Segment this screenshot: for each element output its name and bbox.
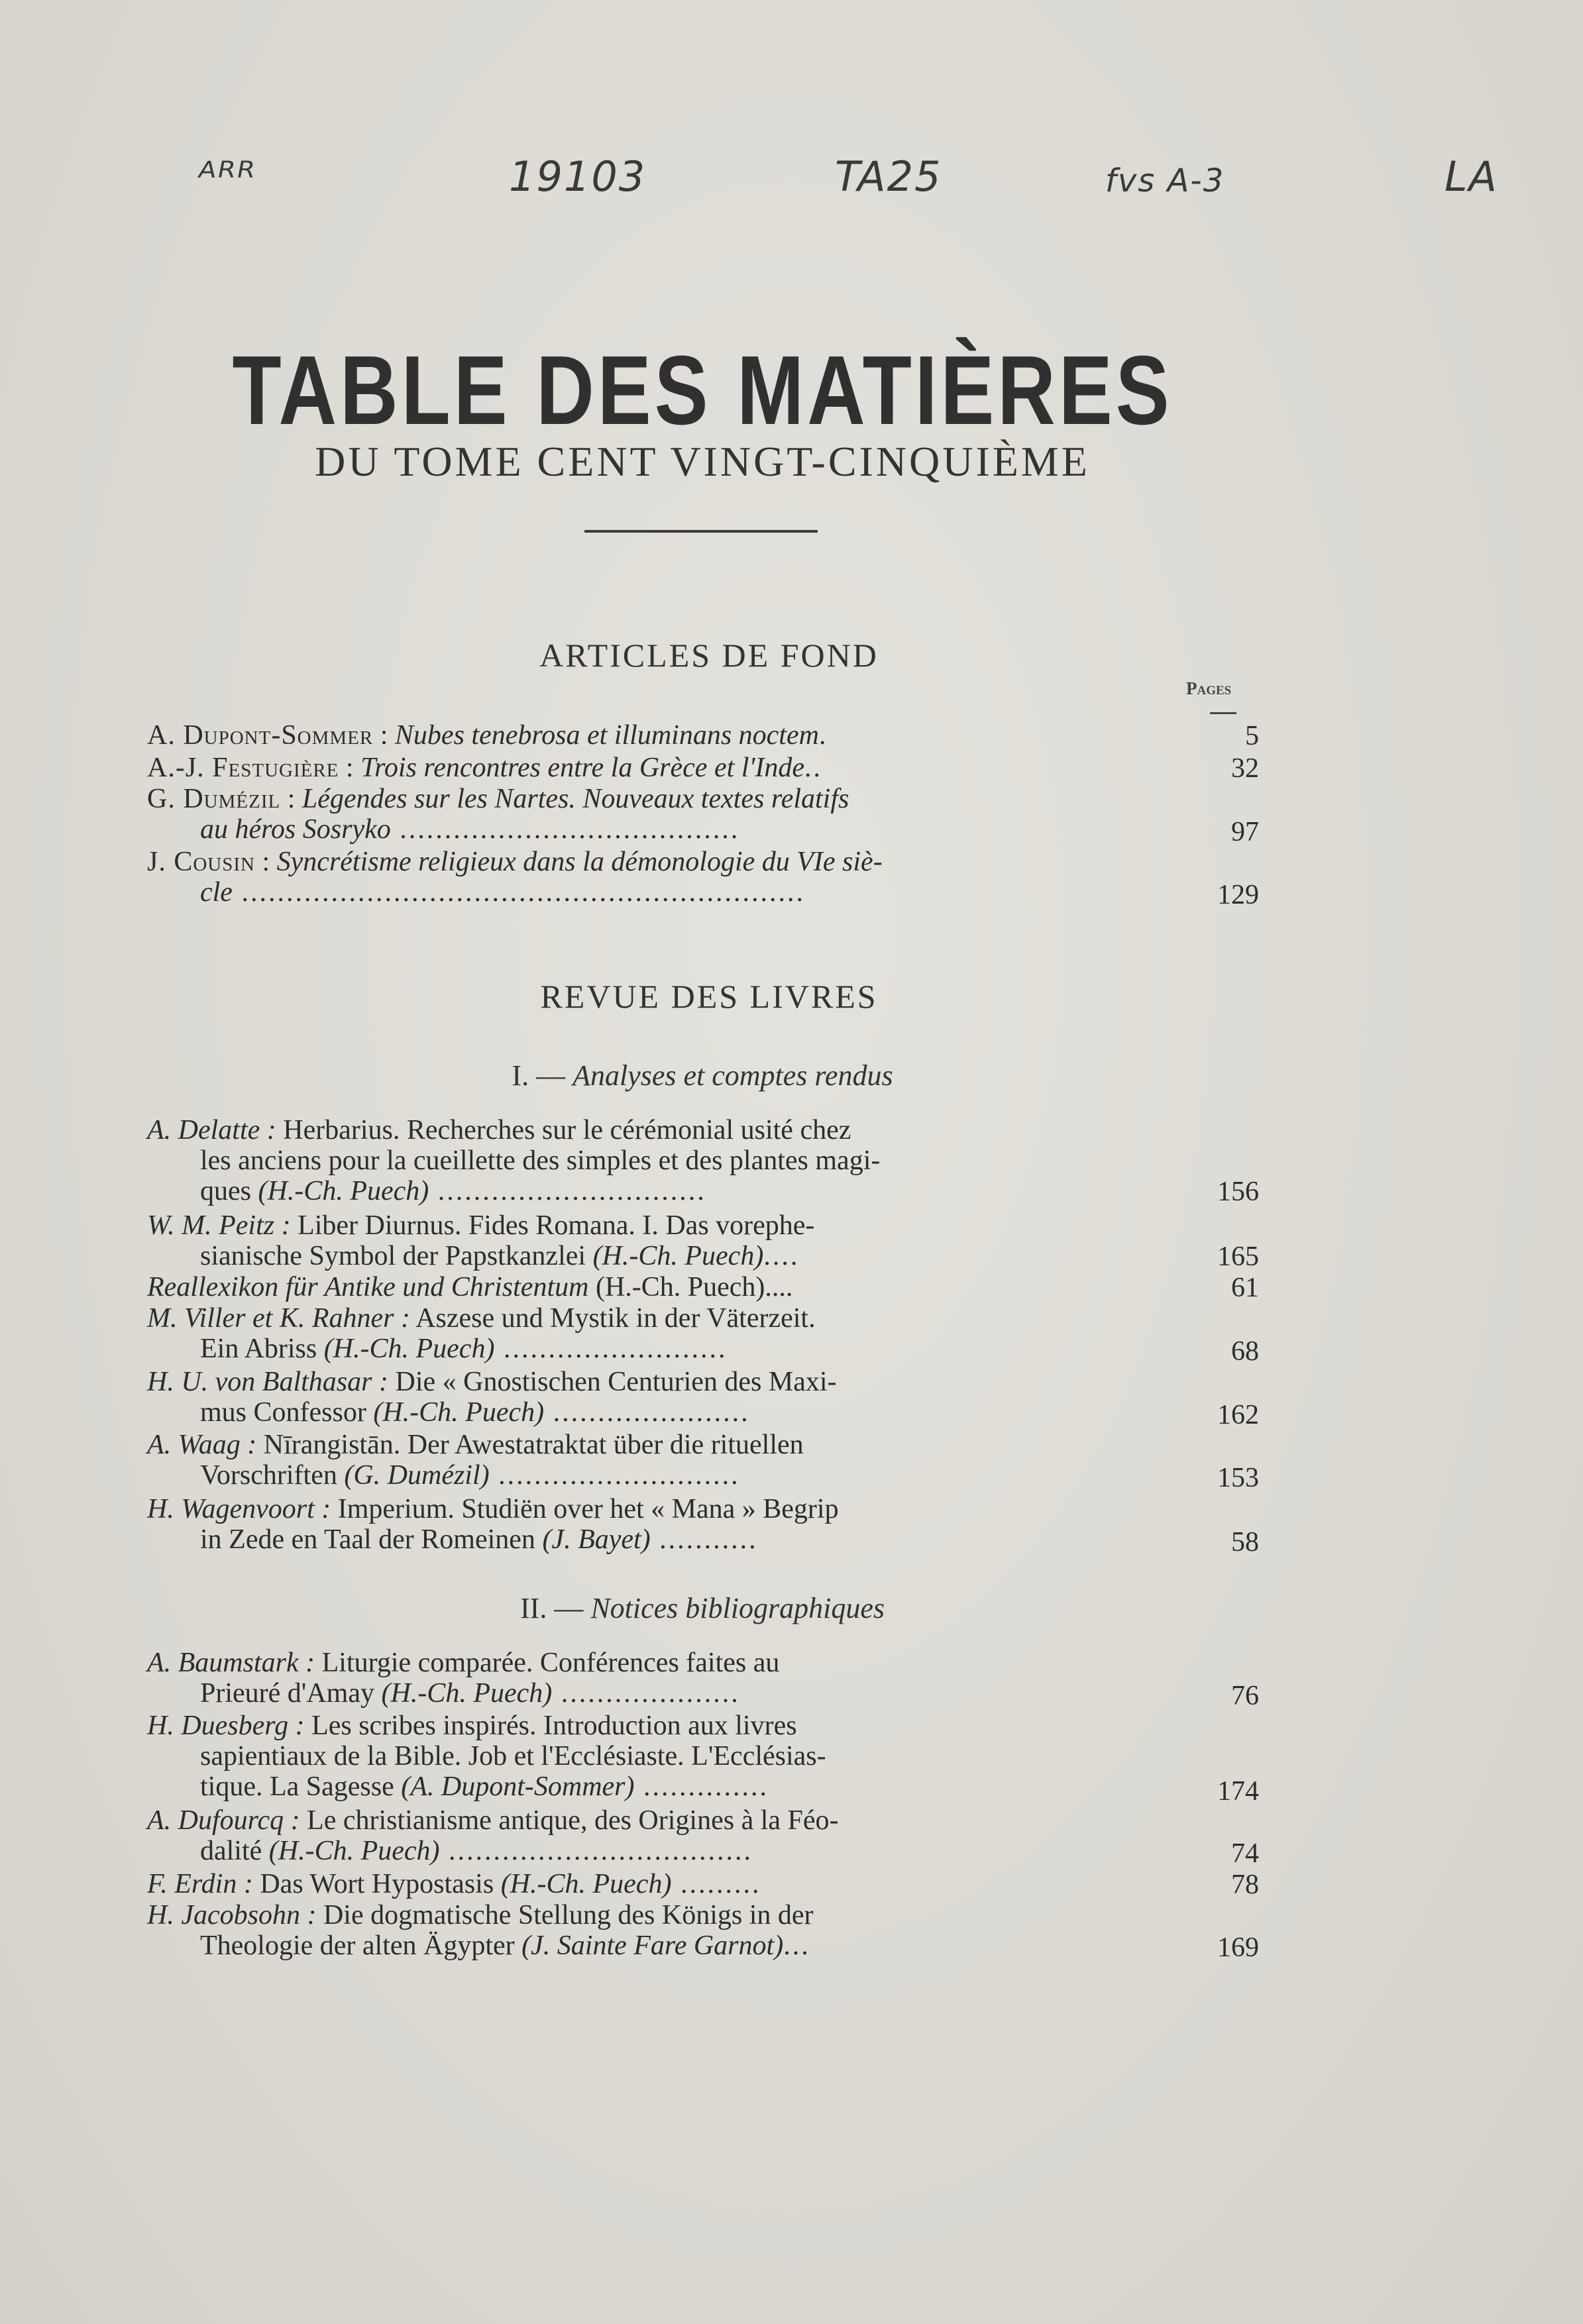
notice-author: A. Dufourcq : bbox=[147, 1805, 300, 1836]
notice-title-cont: sapientiaux de la Bible. Job et l'Ecclésiaste. L'Ecclésias- bbox=[200, 1741, 826, 1771]
reviewer: (G. Dumézil) bbox=[344, 1460, 490, 1491]
review-title-cont: Ein Abriss bbox=[200, 1334, 324, 1364]
review-author: W. M. Peitz : bbox=[147, 1210, 291, 1241]
title-rule bbox=[584, 530, 818, 533]
handwritten-note-4: fvs A-3 bbox=[1105, 162, 1225, 199]
review-entry bbox=[147, 1210, 1141, 1271]
review-title: Herbarius. Recherches sur le cérémonial usité chez bbox=[276, 1115, 851, 1145]
review-title: Imperium. Studiën over het « Mana » Begrip bbox=[331, 1494, 839, 1524]
page-number: 68 bbox=[1231, 1336, 1259, 1367]
page-number: 61 bbox=[1231, 1273, 1259, 1303]
leader: ...................... bbox=[544, 1397, 750, 1428]
review-author: H. U. von Balthasar : bbox=[147, 1367, 388, 1397]
leader: .................................. bbox=[439, 1836, 753, 1866]
page-number: 74 bbox=[1231, 1838, 1259, 1869]
article-entry bbox=[147, 847, 1141, 908]
review-title-cont: sianische Symbol der Papstkanzlei bbox=[200, 1241, 593, 1271]
article-title: Trois rencontres entre la Grèce et l'Inde bbox=[360, 753, 805, 783]
article-author: G. Dumézil bbox=[147, 784, 281, 814]
review-entry bbox=[147, 1430, 1141, 1491]
article-title-cont: au héros Sosryko bbox=[200, 814, 391, 845]
reviewer: (H.-Ch. Puech) bbox=[373, 1397, 545, 1428]
notice-entry bbox=[147, 1900, 1141, 1961]
notice-author: H. Jacobsohn : bbox=[147, 1900, 317, 1930]
notice-entry bbox=[147, 1711, 1141, 1802]
handwritten-note-2: 19103 bbox=[509, 152, 647, 201]
leader: .. bbox=[804, 753, 823, 783]
separator: : bbox=[254, 847, 277, 877]
review-title-cont: Vorschriften bbox=[200, 1460, 345, 1491]
reviewer: (H.-Ch. Puech) bbox=[500, 1869, 672, 1899]
page-number: 162 bbox=[1217, 1400, 1259, 1430]
separator: : bbox=[373, 720, 395, 751]
notice-author: H. Duesberg : bbox=[147, 1711, 305, 1741]
page-number: 156 bbox=[1217, 1177, 1259, 1207]
review-title-cont: mus Confessor bbox=[200, 1397, 374, 1428]
page-number: 129 bbox=[1217, 880, 1259, 910]
article-entry bbox=[147, 784, 1141, 845]
review-entry bbox=[147, 1494, 1141, 1555]
review-author: H. Wagenvoort : bbox=[147, 1494, 331, 1524]
notice-title-cont: Prieuré d'Amay bbox=[200, 1678, 382, 1709]
leader: ............................................................... bbox=[232, 877, 805, 908]
article-title: Nubes tenebrosa et illuminans noctem bbox=[394, 720, 819, 751]
leader: . bbox=[818, 720, 828, 751]
leader: ......................... bbox=[494, 1334, 728, 1364]
reviewer: (J. Bayet) bbox=[542, 1524, 651, 1555]
notice-title: Liturgie comparée. Conférences faites au bbox=[315, 1648, 780, 1678]
article-title-cont: cle bbox=[200, 877, 233, 908]
leader: .............................. bbox=[429, 1176, 706, 1206]
article-author: A.-J. Festugière bbox=[147, 753, 339, 783]
page-title: TABLE DES MATIÈRES bbox=[232, 336, 1173, 445]
notice-title-cont: tique. La Sagesse bbox=[200, 1771, 402, 1802]
review-title-cont: in Zede en Taal der Romeinen bbox=[200, 1524, 543, 1555]
review-author: Reallexikon für Antike und Christentum bbox=[147, 1272, 589, 1302]
separator: : bbox=[280, 784, 302, 814]
reviewer: (H.-Ch. Puech) bbox=[592, 1241, 764, 1271]
pages-column-label: Pages bbox=[1186, 678, 1232, 698]
review-entry bbox=[147, 1272, 1141, 1302]
article-title: Syncrétisme religieux dans la démonologie du VIe siè- bbox=[276, 847, 883, 877]
review-title: Nīrangistān. Der Awestatraktat über die rituellen bbox=[256, 1430, 804, 1460]
notice-title: Das Wort Hypostasis bbox=[252, 1869, 501, 1899]
review-author: M. Viller et K. Rahner : bbox=[147, 1303, 410, 1334]
page-number: 5 bbox=[1245, 721, 1259, 751]
review-entry bbox=[147, 1303, 1141, 1364]
review-author: A. Delatte : bbox=[147, 1115, 276, 1145]
reviewer: (H.-Ch. Puech) bbox=[323, 1334, 495, 1364]
leader: ........................... bbox=[489, 1460, 740, 1491]
reviewer: (H.-Ch. Puech) bbox=[381, 1678, 553, 1709]
section-number: II. — bbox=[520, 1592, 591, 1624]
page-number: 165 bbox=[1217, 1241, 1259, 1272]
leader: .................... bbox=[552, 1678, 740, 1709]
leader: ......... bbox=[671, 1869, 761, 1899]
page-number: 169 bbox=[1217, 1932, 1259, 1963]
handwritten-note-5: LA bbox=[1445, 152, 1498, 201]
section1-heading bbox=[0, 1059, 1405, 1092]
reviewer: (H.-Ch. Puech) bbox=[268, 1836, 440, 1866]
notice-entry bbox=[147, 1869, 1141, 1899]
revue-heading: REVUE DES LIVRES bbox=[540, 978, 878, 1015]
article-entry bbox=[147, 753, 1141, 783]
article-entry bbox=[147, 720, 1141, 751]
notice-author: F. Erdin : bbox=[147, 1869, 253, 1899]
section-title: Notices bibliographiques bbox=[590, 1592, 885, 1624]
review-title: Die « Gnostischen Centurien des Maxi- bbox=[388, 1367, 837, 1397]
page-number: 78 bbox=[1231, 1870, 1259, 1900]
review-title: Aszese und Mystik in der Väterzeit. bbox=[409, 1303, 816, 1334]
notice-title-cont: dalité bbox=[200, 1836, 269, 1866]
articles-heading: ARTICLES DE FOND bbox=[539, 637, 879, 674]
article-author: J. Cousin bbox=[147, 847, 255, 877]
leader: ........... bbox=[650, 1524, 758, 1555]
reviewer: (H.-Ch. Puech) bbox=[258, 1176, 429, 1206]
page-number: 174 bbox=[1217, 1776, 1259, 1807]
notice-author: A. Baumstark : bbox=[147, 1648, 315, 1678]
notice-title-cont: Theologie der alten Ägypter bbox=[200, 1930, 522, 1961]
leader: .... bbox=[763, 1241, 800, 1271]
notice-entry bbox=[147, 1648, 1141, 1709]
section-title: Analyses et comptes rendus bbox=[573, 1059, 893, 1092]
notice-title: Les scribes inspirés. Introduction aux livres bbox=[304, 1711, 797, 1741]
reviewer: (A. Dupont-Sommer) bbox=[401, 1771, 635, 1802]
notice-title: Die dogmatische Stellung des Königs in der bbox=[316, 1900, 814, 1930]
review-title-cont: ques bbox=[200, 1176, 258, 1206]
leader: .............. bbox=[634, 1771, 769, 1802]
page-subtitle: DU TOME CENT VINGT-CINQUIÈME bbox=[315, 438, 1090, 485]
leader: ...................................... bbox=[390, 814, 740, 845]
article-author: A. Dupont-Sommer bbox=[147, 720, 374, 751]
page-number: 153 bbox=[1217, 1463, 1259, 1493]
handwritten-note-1: ᴬᴿᴿ bbox=[199, 152, 256, 201]
handwritten-note-3: TA25 bbox=[835, 152, 942, 201]
review-author: A. Waag : bbox=[147, 1430, 257, 1460]
page-number: 97 bbox=[1231, 817, 1259, 847]
separator: : bbox=[339, 753, 361, 783]
notice-title: Le christianisme antique, des Origines à la Féo- bbox=[300, 1805, 839, 1836]
section2-heading bbox=[0, 1591, 1405, 1625]
page-number: 76 bbox=[1231, 1681, 1259, 1711]
leader: ... bbox=[783, 1930, 810, 1961]
article-title: Légendes sur les Nartes. Nouveaux textes relatifs bbox=[301, 784, 849, 814]
page-number: 58 bbox=[1231, 1527, 1259, 1558]
page-number: 32 bbox=[1231, 753, 1259, 784]
review-entry bbox=[147, 1115, 1141, 1206]
review-title: Liber Diurnus. Fides Romana. I. Das vorephe- bbox=[290, 1210, 815, 1241]
notice-entry bbox=[147, 1805, 1141, 1866]
review-title-cont: les anciens pour la cueillette des simples et des plantes magi- bbox=[200, 1145, 881, 1176]
review-entry bbox=[147, 1367, 1141, 1428]
reviewer: (J. Sainte Fare Garnot) bbox=[521, 1930, 784, 1961]
pages-column-dash bbox=[1210, 712, 1236, 714]
section-number: I. — bbox=[512, 1059, 573, 1092]
reviewer: (H.-Ch. Puech).... bbox=[588, 1272, 793, 1302]
